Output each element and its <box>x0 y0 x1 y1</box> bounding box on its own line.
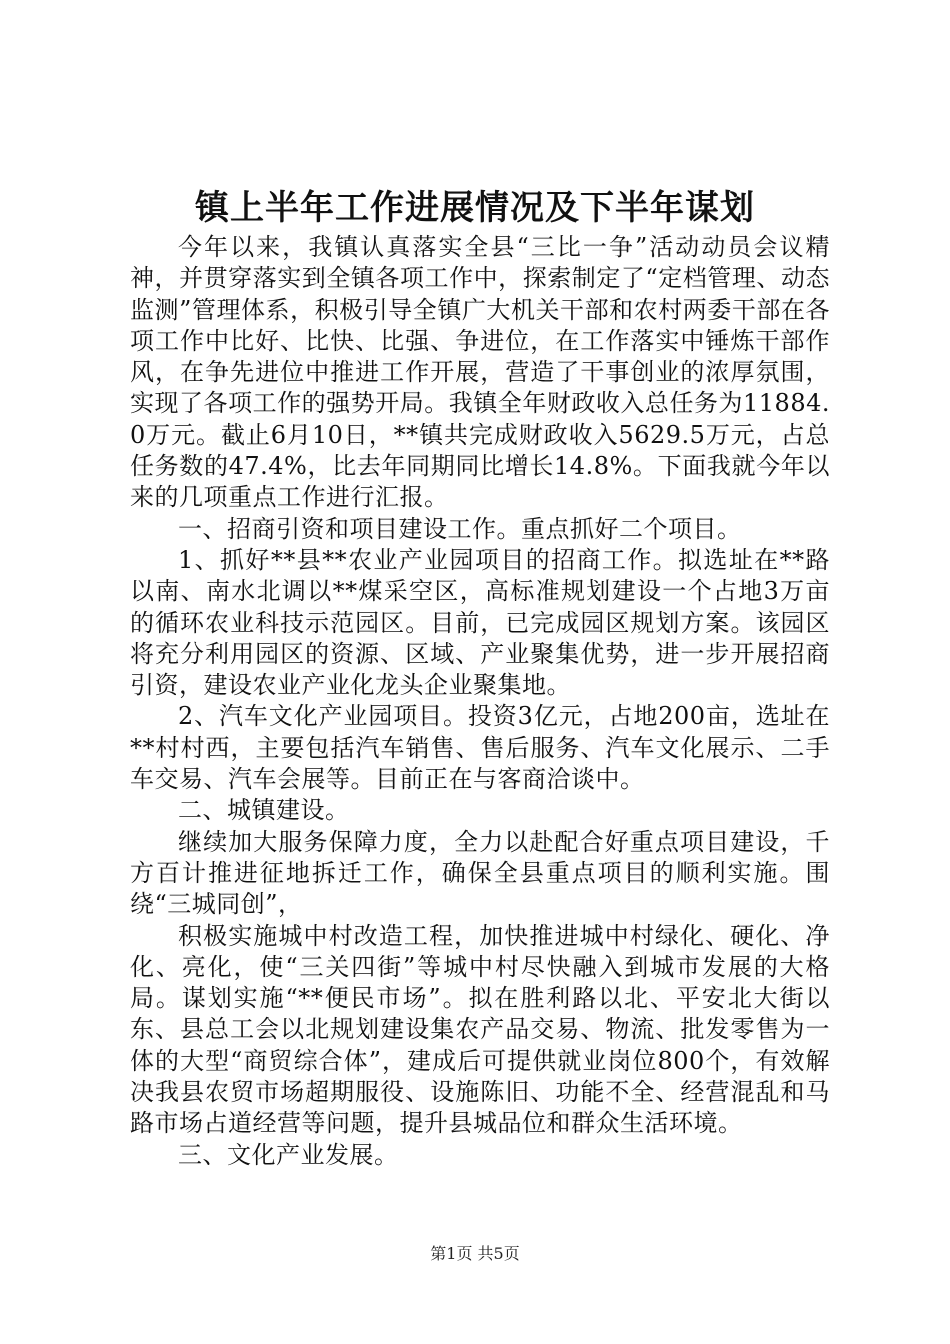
paragraph-heading-urban: 二、城镇建设。 <box>178 796 350 825</box>
paragraph-urban-village: 积极实施城中村改造工程，加快推进城中村绿化、硬化、净化、亮化，使“三关四街”等城中村尽快融入到城市发展的大格局。谋划实施“**便民市场”。拟在胜利路以北、平安北大街以东、县总工会以北规划建设集农产品交易、物流、批发零售为一体的大型“商贸综合体”，建成后可提供就业岗位800个，有效解决我县农贸市场超期服役、设施陈旧、功能不全、经营混乱和马路市场占道经营等问题，提升县城品位和群众生活环境。 <box>130 921 830 1138</box>
paragraph-auto-park: 2、汽车文化产业园项目。投资3亿元，占地200亩，选址在**村村西，主要包括汽车销售、售后服务、汽车文化展示、二手车交易、汽车会展等。目前正在与客商洽谈中。 <box>130 702 830 794</box>
page-number-footer: 第1页 共5页 <box>430 1244 520 1263</box>
paragraph-urban-service: 继续加大服务保障力度，全力以赴配合好重点项目建设，千方百计推进征地拆迁工作，确保全县重点项目的顺利实施。围绕“三城同创”， <box>130 827 830 919</box>
paragraph-intro: 今年以来，我镇认真落实全县“三比一争”活动动员会议精神，并贯穿落实到全镇各项工作中，探索制定了“定档管理、动态监测”管理体系，积极引导全镇广大机关干部和农村两委干部在各项工作中比好、比快、比强、争进位，在工作落实中锤炼干部作风，在争先进位中推进工作开展，营造了干事创业的浓厚氛围，实现了各项工作的强势开局。我镇全年财政收入总任务为11884.0万元。截止6月10日，**镇共完成财政收入5629.5万元，占总任务数的47.4%，比去年同期同比增长14.8%。下面我就今年以来的几项重点工作进行汇报。 <box>130 233 830 512</box>
paragraph-heading-culture: 三、文化产业发展。 <box>178 1140 399 1169</box>
document-title: 镇上半年工作进展情况及下半年谋划 <box>195 188 755 228</box>
paragraph-heading-investment: 一、招商引资和项目建设工作。重点抓好二个项目。 <box>178 514 742 543</box>
paragraph-agri-park: 1、抓好**县**农业产业园项目的招商工作。拟选址在**路以南、南水北调以**煤采空区，高标准规划建设一个占地3万亩的循环农业科技示范园区。目前，已完成园区规划方案。该园区将充分利用园区的资源、区域、产业聚集优势，进一步开展招商引资，建设农业产业化龙头企业聚集地。 <box>130 545 830 700</box>
document-body <box>130 232 830 1171</box>
